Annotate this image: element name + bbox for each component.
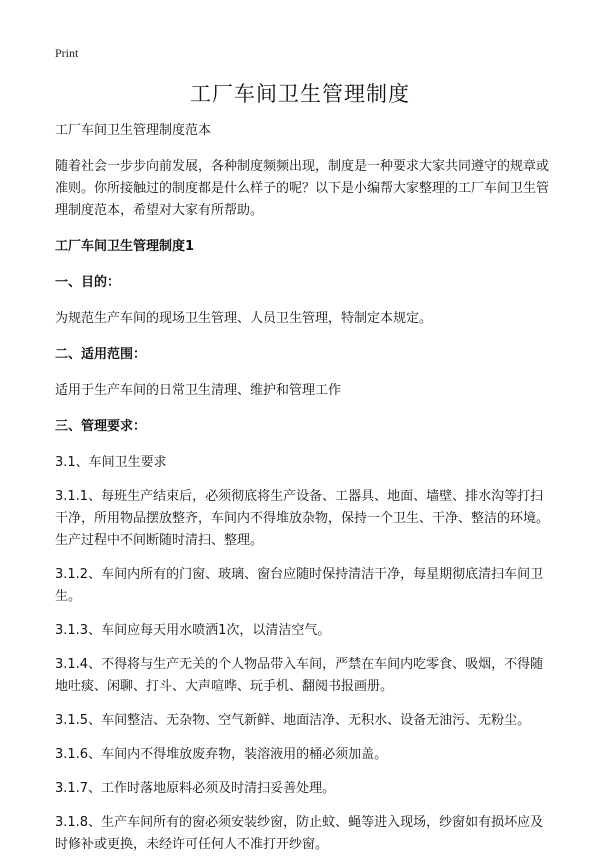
requirement-item: 3.1.8、生产车间所有的窗必须安装纱窗，防止蚊、蝇等进入现场，纱窗如有损坏应及时修补或更换，未经许可任何人不准打开纱窗。 [55, 815, 544, 852]
purpose-heading: 一、目的： [55, 275, 121, 290]
requirement-item: 3.1.7、工作时落地原料必须及时清扫妥善处理。 [55, 781, 336, 796]
print-label: Print [55, 46, 79, 60]
scope-heading: 二、适用范围： [55, 347, 147, 362]
intro-paragraph: 随着社会一步步向前发展，各种制度频频出现，制度是一种要求大家共同遵守的规章或准则。你所接触过的制度都是什么样子的呢？以下是小编帮大家整理的工厂车间卫生管理制度范本，希望对大家有所帮助。 [55, 159, 550, 218]
requirement-item: 3.1.3、车间应每天用水喷洒1次，以清洁空气。 [55, 623, 331, 638]
requirement-item: 3.1.5、车间整洁、无杂物、空气新鲜、地面洁净、无积水、设备无油污、无粉尘。 [55, 713, 531, 728]
purpose-text: 为规范生产车间的现场卫生管理、人员卫生管理，特制定本规定。 [55, 311, 433, 326]
requirement-item: 3.1、车间卫生要求 [55, 455, 167, 470]
document-subtitle: 工厂车间卫生管理制度范本 [55, 123, 212, 138]
document-body [55, 120, 555, 868]
requirement-item: 3.1.6、车间内不得堆放废弃物，装溶液用的桶必须加盖。 [55, 747, 388, 762]
requirement-item: 3.1.2、车间内所有的门窗、玻璃、窗台应随时保持清洁干净，每星期彻底清扫车间卫生。 [55, 567, 544, 604]
requirements-heading: 三、管理要求： [55, 419, 147, 434]
requirement-item: 3.1.1、每班生产结束后，必须彻底将生产设备、工器具、地面、墙壁、排水沟等打扫干净，所用物品摆放整齐，车间内不得堆放杂物，保持一个卫生、干净、整洁的环境。生产过程中不间断随时清扫、整理。 [55, 489, 550, 548]
scope-text: 适用于生产车间的日常卫生清理、维护和管理工作 [55, 383, 342, 398]
document-title: 工厂车间卫生管理制度 [190, 82, 410, 106]
requirement-item: 3.1.4、不得将与生产无关的个人物品带入车间，严禁在车间内吃零食、吸烟，不得随地吐痰、闲聊、打斗、大声喧哗、玩手机、翻阅书报画册。 [55, 657, 544, 694]
section-title: 工厂车间卫生管理制度1 [55, 239, 195, 254]
